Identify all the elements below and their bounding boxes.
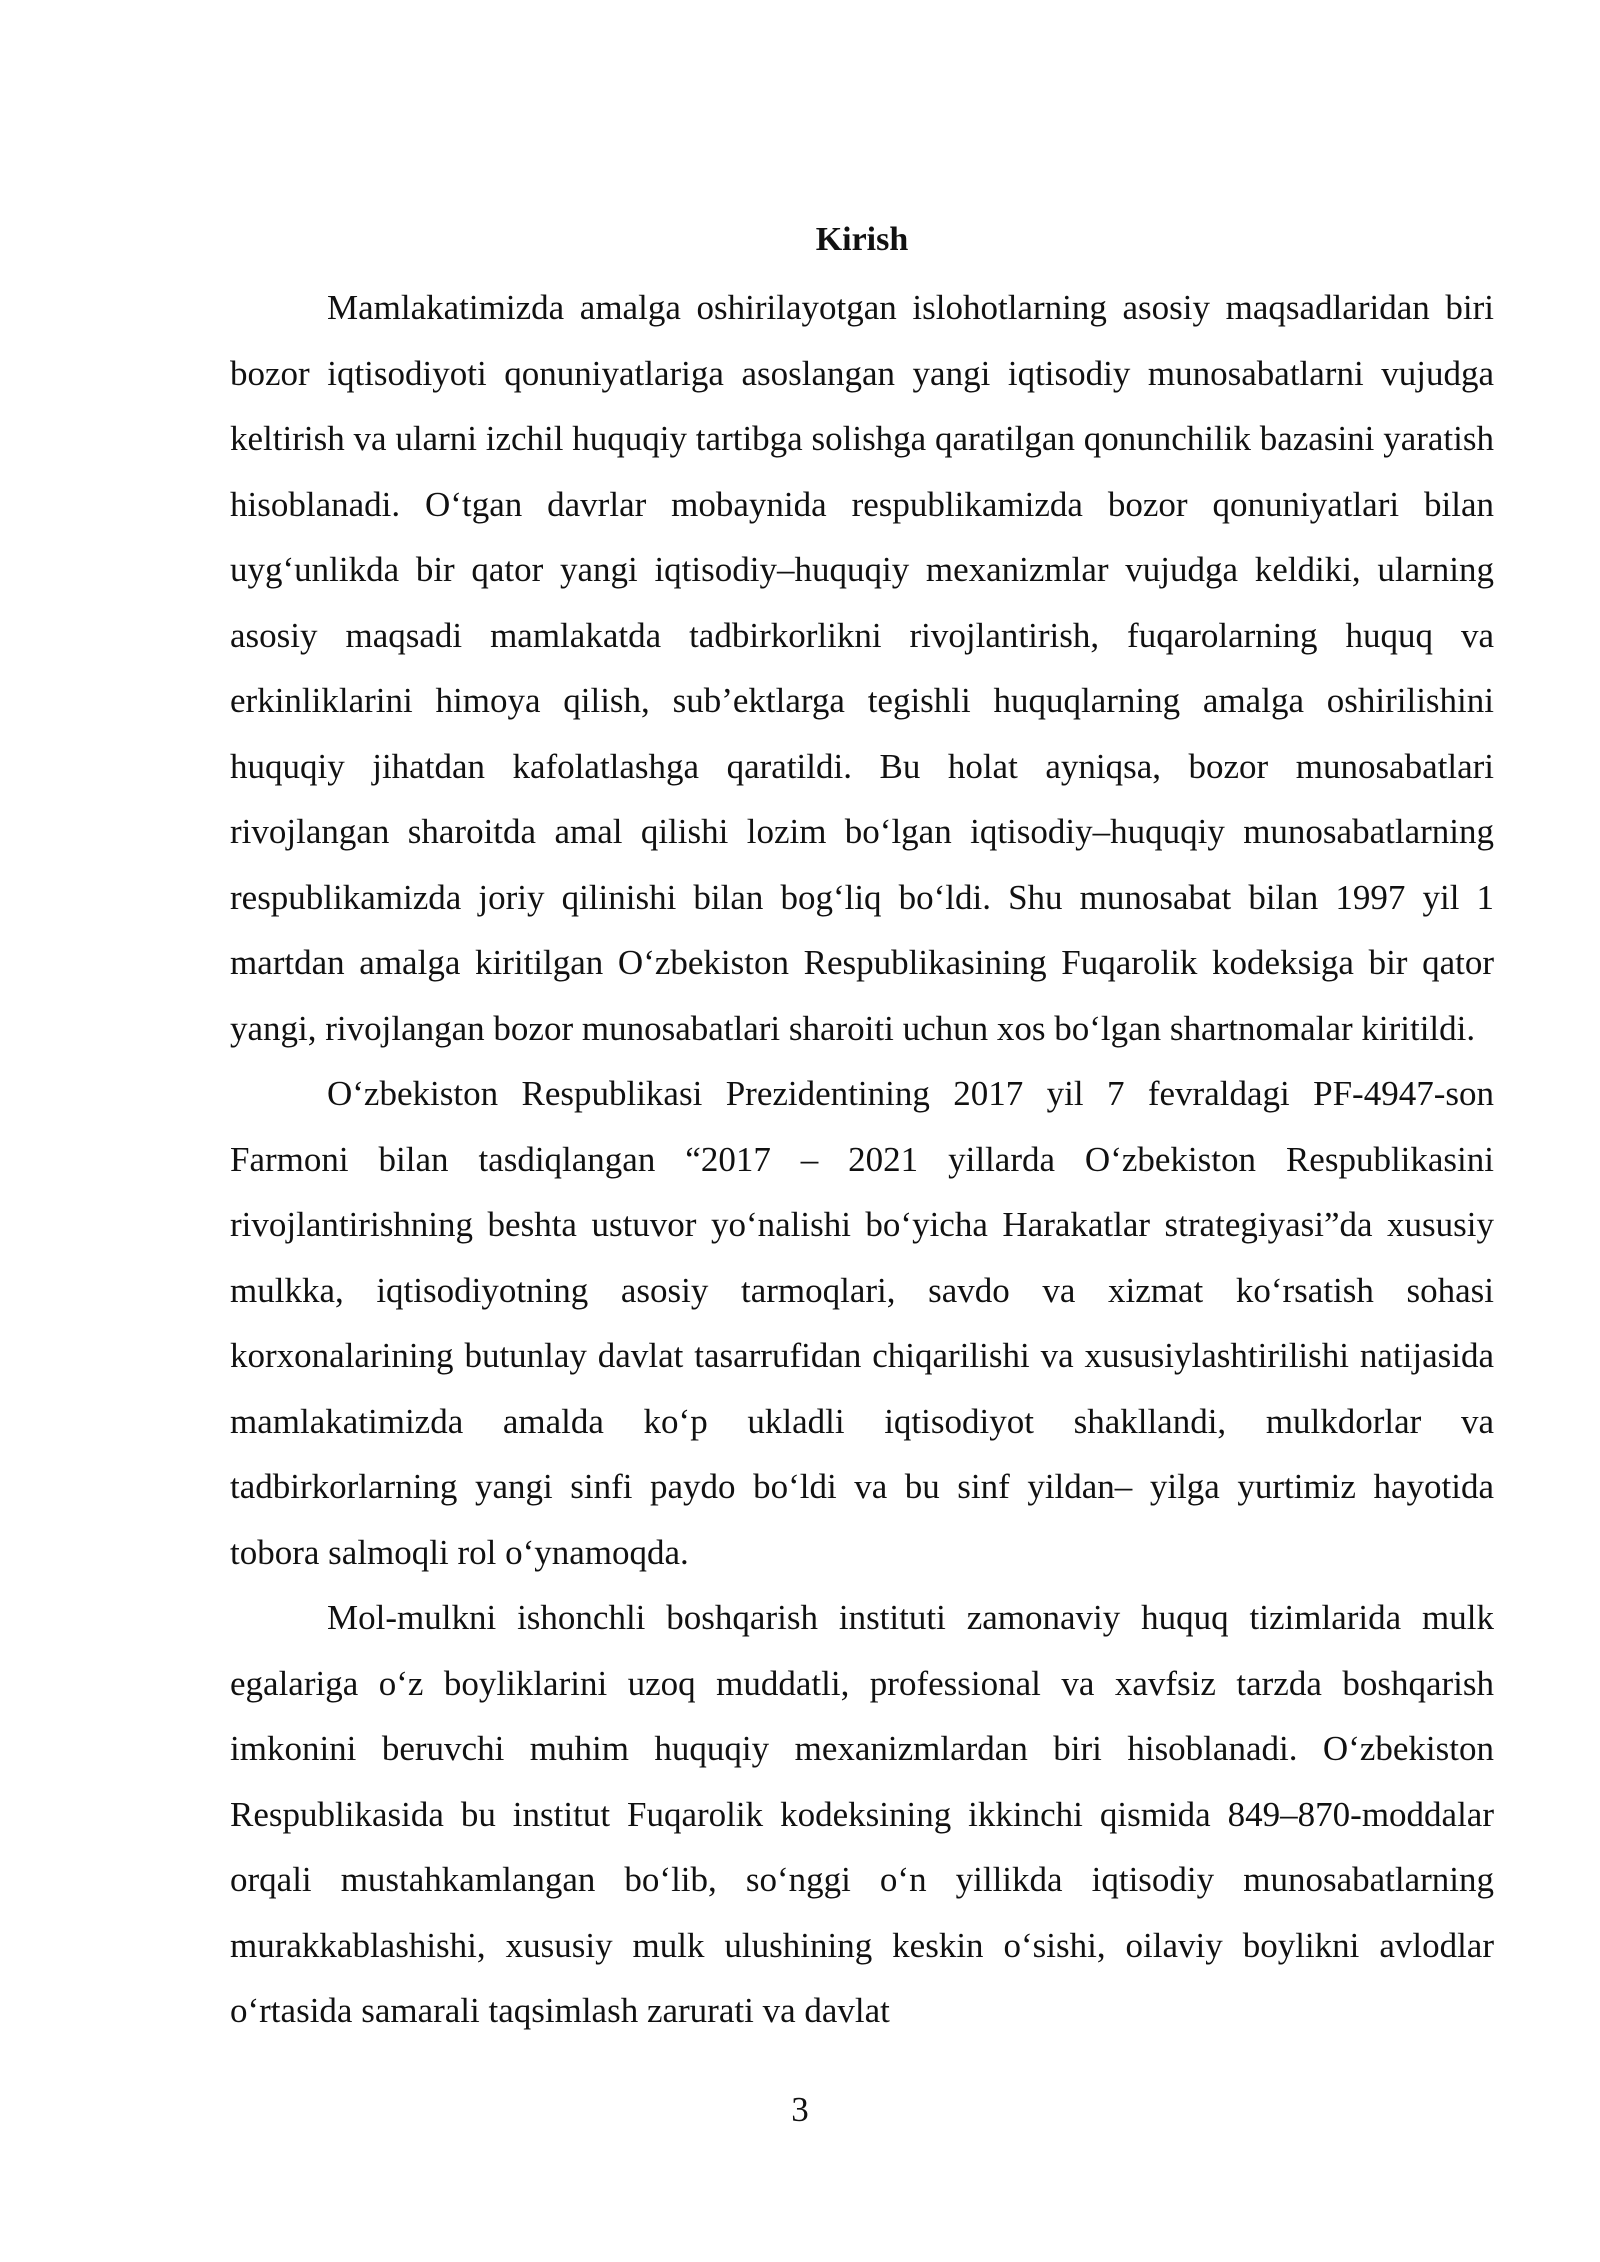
paragraph-1: Mamlakatimizda amalga oshirilayotgan islohotlarning asosiy maqsadlaridan biri bozor iqtisodiyoti qonuniyatlariga asoslangan yangi iqtisodiy munosabatlarni vujudga keltirish va ularni izchil huquqiy tartibga solishga qaratilgan qonunchilik bazasini yaratish hisoblanadi. O‘tgan davrlar mobaynida respublikamizda bozor qonuniyatlari bilan uyg‘unlikda bir qator yangi iqtisodiy–huquqiy mexanizmlar vujudga keldiki, ularning asosiy maqsadi mamlakatda tadbirkorlikni rivojlantirish, fuqarolarning huquq va erkinliklarini himoya qilish, sub’ektlarga tegishli huquqlarning amalga oshirilishini huquqiy jihatdan kafolatlashga qaratildi. Bu holat ayniqsa, bozor munosabatlari rivojlangan sharoitda amal qilishi lozim bo‘lgan iqtisodiy–huquqiy munosabatlarning respublikamizda joriy qilinishi bilan bog‘liq bo‘ldi. Shu munosabat bilan 1997 yil 1 martdan amalga kiritilgan O‘zbekiston Respublikasining Fuqarolik kodeksiga bir qator yangi, rivojlangan bozor munosabatlari sharoiti uchun xos bo‘lgan shartnomalar kiritildi. (230, 288, 1494, 1048)
page-content (230, 205, 1494, 2044)
page-number: 3 (791, 2090, 809, 2129)
paragraph-2: O‘zbekiston Respublikasi Prezidentining 2017 yil 7 fevraldagi PF-4947-son Farmoni bilan tasdiqlangan “2017 – 2021 yillarda O‘zbekiston Respublikasini rivojlantirishning beshta ustuvor yo‘nalishi bo‘yicha Harakatlar strategiyasi”da xususiy mulkka, iqtisodiyotning asosiy tarmoqlari, savdo va xizmat ko‘rsatish sohasi korxonalarining butunlay davlat tasarrufidan chiqarilishi va xususiylashtirilishi natijasida mamlakatimizda amalda ko‘p ukladli iqtisodiyot shakllandi, mulkdorlar va tadbirkorlarning yangi sinfi paydo bo‘ldi va bu sinf yildan– yilga yurtimiz hayotida tobora salmoqli rol o‘ynamoqda. (230, 1074, 1494, 1572)
section-title: Kirish (815, 221, 909, 258)
paragraph-3: Mol-mulkni ishonchli boshqarish instituti zamonaviy huquq tizimlarida mulk egalariga o‘z boyliklarini uzoq muddatli, professional va xavfsiz tarzda boshqarish imkonini beruvchi muhim huquqiy mexanizmlardan biri hisoblanadi. O‘zbekiston Respublikasida bu institut Fuqarolik kodeksining ikkinchi qismida 849–870-moddalar orqali mustahkamlangan bo‘lib, so‘nggi o‘n yillikda iqtisodiy munosabatlarning murakkablashishi, xususiy mulk ulushining keskin o‘sishi, oilaviy boylikni avlodlar o‘rtasida samarali taqsimlash zarurati va davlat (230, 1598, 1494, 2030)
